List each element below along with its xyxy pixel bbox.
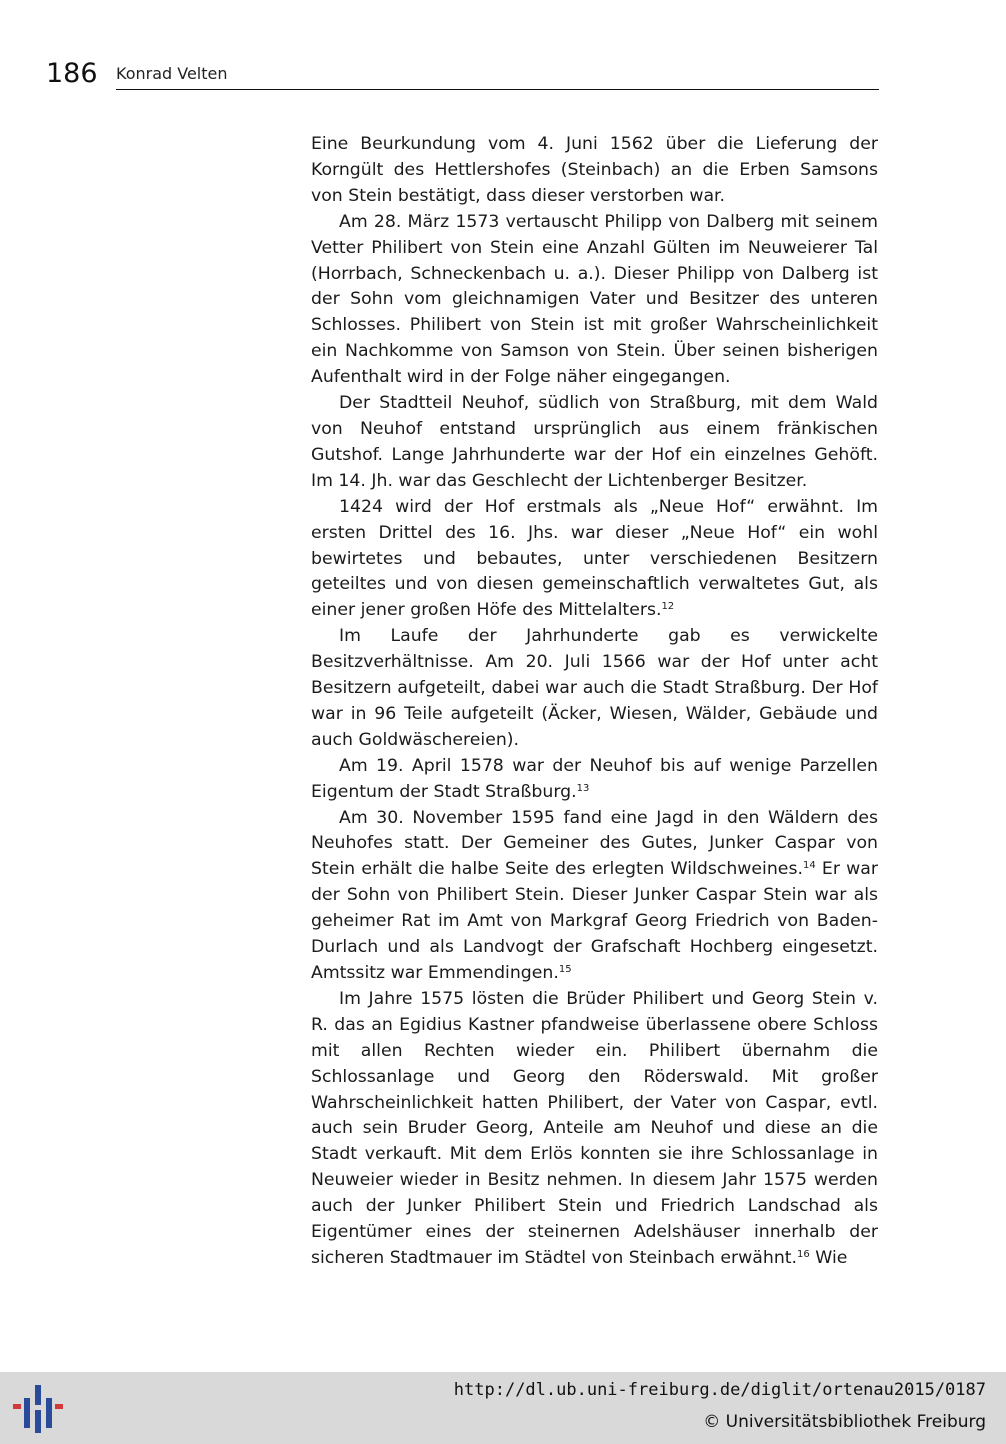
library-footer: [0, 1372, 1006, 1444]
footnote-ref-14: 14: [802, 860, 816, 872]
body-text: [311, 132, 878, 1272]
header-rule: [116, 89, 879, 90]
paragraph-7-text-b: Er war der Sohn von Philibert Stein. Dieser Junker Caspar Stein war als geheimer Rat im Amt von Markgraf Georg Friedrich von Baden-Durlach und als Landvogt der Grafschaft Hochberg eingesetzt. Amtssitz war Emmendingen.: [311, 859, 878, 983]
paragraph-2: Am 28. März 1573 vertauscht Philipp von Dalberg mit seinem Vetter Philibert von Stein eine Anzahl Gülten im Neuweierer Tal (Horrbach, Schneckenbach u. a.). Dieser Philipp von Dalberg ist der Sohn vom gleichnamigen Vater und Besitzer des unteren Schlosses. Philibert von Stein ist mit großer Wahrscheinlichkeit ein Nachkomme von Samson von Stein. Über seinen bisherigen Aufenthalt wird in der Folge näher eingegangen.: [311, 211, 878, 388]
page-number: 186: [46, 58, 98, 89]
paragraph-7: [311, 806, 878, 987]
footnote-ref-12: 12: [661, 601, 675, 613]
paragraph-3: Der Stadtteil Neuhof, südlich von Straßburg, mit dem Wald von Neuhof entstand ursprünglich aus einem fränkischen Gutshof. Lange Jahrhunderte war der Hof ein einzelnes Gehöft. Im 14. Jh. war das Geschlecht der Lichtenberger Besitzer.: [311, 393, 878, 491]
paragraph-1: Eine Beurkundung vom 4. Juni 1562 über die Lieferung der Korngült des Hettlershofes (Steinbach) an die Erben Samsons von Stein bestätigt, dass dieser verstorben war.: [311, 134, 878, 206]
paragraph-5: Im Laufe der Jahrhunderte gab es verwickelte Besitzverhältnisse. Am 20. Juli 1566 war der Hof unter acht Besitzern aufgeteilt, dabei war auch die Stadt Straßburg. Der Hof war in 96 Teile aufgeteilt (Äcker, Wiesen, Wälder, Gebäude und auch Goldwäschereien).: [311, 626, 878, 750]
footnote-ref-15: 15: [558, 964, 572, 975]
paragraph-4: [311, 495, 878, 625]
footnote-ref-13: 13: [576, 782, 590, 794]
permalink-url[interactable]: http://dl.ub.uni-freiburg.de/diglit/ortenau2015/0187: [453, 1380, 986, 1400]
paragraph-8-text-b: Wie: [809, 1247, 848, 1268]
running-head-author: Konrad Velten: [116, 64, 228, 83]
copyright-notice: © Universitätsbibliothek Freiburg: [703, 1412, 986, 1432]
paragraph-6: [311, 754, 878, 806]
paragraph-7-text-a: Am 30. November 1595 fand eine Jagd in den Wäldern des Neuhofes statt. Der Gemeiner des Gutes, Junker Caspar von Stein erhält die halbe Seite des erlegten Wildschweines.: [311, 807, 878, 880]
paragraph-4-text: 1424 wird der Hof erstmals als „Neue Hof“ erwähnt. Im ersten Drittel des 16. Jhs. war dieser „Neue Hof“ ein wohl bewirtetes und bebautes, unter verschiedenen Besitzern geteiltes und von diesen gemeinschaftlich verwaltetes Gut, als einer jener großen Höfe des Mittelalters.: [311, 496, 878, 621]
paragraph-8: [311, 987, 878, 1272]
paragraph-8-text-a: Im Jahre 1575 lösten die Brüder Philibert und Georg Stein v. R. das an Egidius Kastner pfandweise überlassene obere Schloss mit allen Rechten wieder ein. Philibert übernahm die Schlossanlage und Georg den Röderswald. Mit großer Wahrscheinlichkeit hatten Philibert, der Vater von Caspar, evtl. auch sein Bruder Georg, Anteile am Neuhof und diese an die Stadt verkauft. Mit dem Erlös konnten sie ihre Schlossanlage in Neuweier wieder in Besitz nehmen. In diesem Jahr 1575 werden auch der Junker Philibert Stein und Friedrich Landschad als Eigentümer eines der steinernen Adelshäuser innerhalb der sicheren Stadtmauer im Städtel von Steinbach erwähnt.: [311, 988, 878, 1268]
footnote-ref-16: 16: [797, 1248, 810, 1260]
paragraph-6-text: Am 19. April 1578 war der Neuhof bis auf wenige Parzellen Eigentum der Stadt Straßburg.: [311, 755, 878, 802]
ub-freiburg-logo-icon: [12, 1384, 64, 1434]
